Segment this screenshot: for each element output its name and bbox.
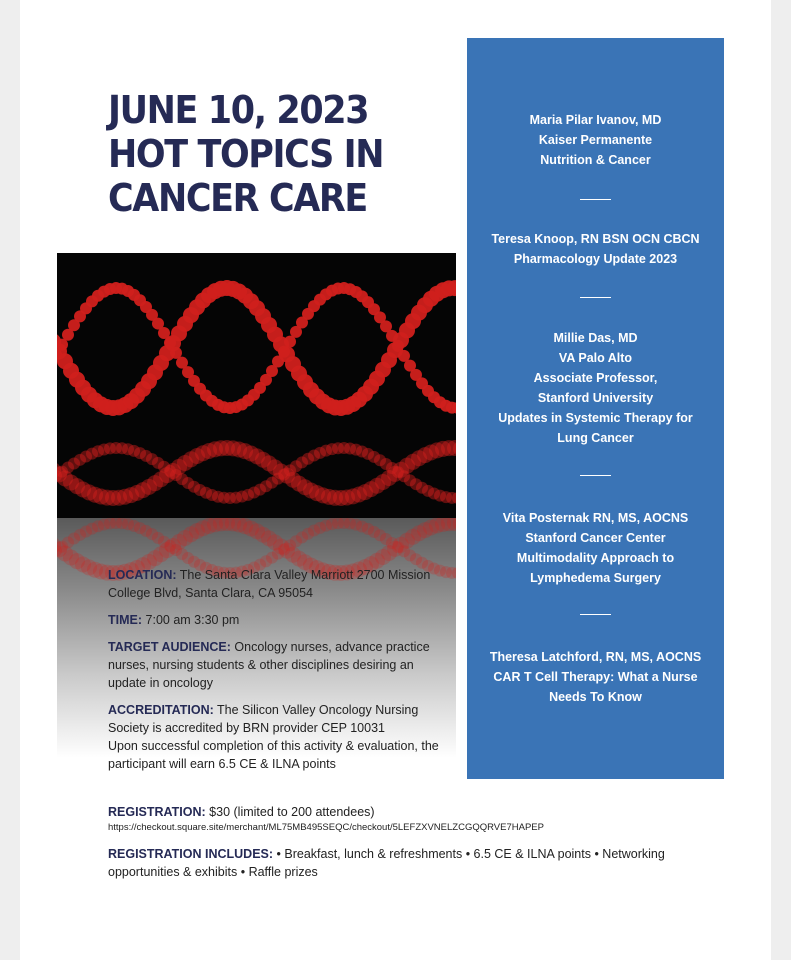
speaker-line: Stanford Cancer Center [525,531,666,545]
title-line-2: HOT TOPICS IN [108,132,384,176]
audience-value: Oncology nurses, advance practice nurses, nursing students & other disciplines desiring an update in oncology [108,640,430,690]
speaker-line: Pharmacology Update 2023 [513,252,678,266]
dna-helix-image [57,253,456,518]
speaker-2 [467,229,724,269]
includes-label: REGISTRATION INCLUDES: [108,847,274,861]
speaker-line: Theresa Latchford, RN, MS, AOCNS [489,650,702,664]
speaker-line: Multimodality Approach to [516,551,675,565]
time-text [108,611,453,629]
event-details [108,566,453,773]
accreditation-label: ACCREDITATION: [108,703,214,717]
divider [580,475,611,476]
speaker-4 [467,508,724,588]
divider [580,614,611,615]
audience-label: TARGET AUDIENCE: [108,640,231,654]
speaker-line: Maria Pilar Ivanov, MD [529,113,662,127]
accreditation-value: The Silicon Valley Oncology Nursing Society is accredited by BRN provider CEP 10031 [108,703,419,735]
registration-label: REGISTRATION: [108,805,206,819]
speaker-line: Associate Professor, [533,371,658,385]
divider [580,297,611,298]
title-line-3: CANCER CARE [108,176,367,220]
divider [580,199,611,200]
speakers-panel [467,38,724,779]
speaker-line: Vita Posternak RN, MS, AOCNS [502,511,689,525]
speaker-1 [467,110,724,170]
speaker-line: Updates in Systemic Therapy for [498,411,693,425]
speaker-3 [467,328,724,448]
location-value: The Santa Clara Valley Marriott 2700 Mission College Blvd, Santa Clara, CA 95054 [108,568,431,600]
speaker-line: VA Palo Alto [558,351,633,365]
accreditation-text [108,701,453,773]
time-value: 7:00 am 3:30 pm [145,613,240,627]
flyer-page [20,0,771,960]
includes-value: • Breakfast, lunch & refreshments • 6.5 CE & ILNA points • Networking opportunities & exhibits • Raffle prizes [108,847,665,879]
speaker-line: Kaiser Permanente [538,133,653,147]
registration-block [108,803,728,881]
speaker-line: Lung Cancer [557,431,634,445]
speaker-line: Teresa Knoop, RN BSN OCN CBCN [491,232,700,246]
time-label: TIME: [108,613,143,627]
location-text [108,566,453,602]
registration-value: $30 (limited to 200 attendees) [209,805,375,819]
speaker-line: Lymphedema Surgery [530,571,661,585]
event-title [108,88,384,220]
accreditation-credit: Upon successful completion of this activity & evaluation, the participant will earn 6.5 CE & ILNA points [108,739,439,771]
registration-link[interactable]: https://checkout.square.site/merchant/ML75MB495SEQC/checkout/5LEFZXVNELZCGQQRVE7HAPEP [108,822,544,833]
speaker-line: Nutrition & Cancer [540,153,651,167]
speaker-5 [467,647,724,707]
audience-text [108,638,453,692]
title-date: JUNE 10, 2023 [108,88,369,132]
speaker-line: Millie Das, MD [553,331,638,345]
registration-includes [108,845,728,881]
location-label: LOCATION: [108,568,177,582]
speaker-line: Needs To Know [549,690,642,704]
registration-text [108,803,728,821]
speaker-line: Stanford University [537,391,654,405]
speaker-line: CAR T Cell Therapy: What a Nurse [493,670,698,684]
